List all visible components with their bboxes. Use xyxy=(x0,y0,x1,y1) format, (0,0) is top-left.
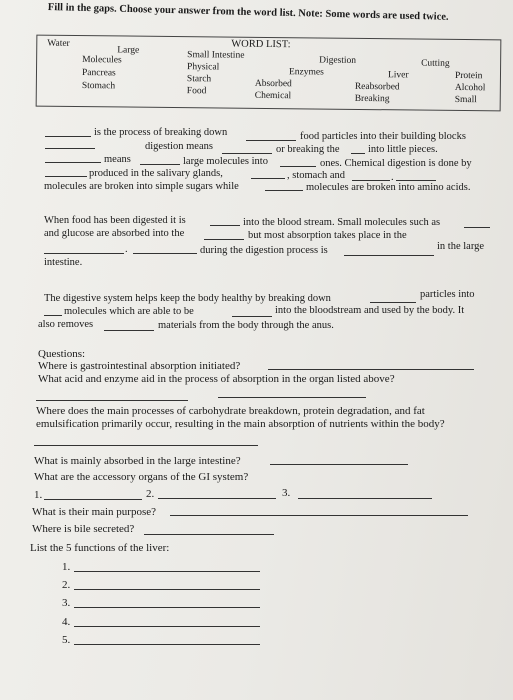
p3-text-3b: materials from the body through the anus. xyxy=(158,320,334,331)
blank-9[interactable] xyxy=(45,176,87,177)
p1-text-4b: , stomach and xyxy=(287,170,346,181)
liver-answer-2[interactable] xyxy=(74,589,260,590)
p1-text-2a: digestion means xyxy=(145,141,213,152)
questions-heading: Questions: xyxy=(38,348,86,360)
blank-17[interactable] xyxy=(44,253,124,254)
word-liver: Liver xyxy=(387,70,409,81)
liver-number-2: 2. xyxy=(62,579,71,591)
liver-number-3: 3. xyxy=(62,597,71,609)
liver-number-4: 4. xyxy=(62,616,71,628)
question-6: What is their main purpose? xyxy=(32,506,157,518)
blank-12[interactable] xyxy=(396,180,436,181)
p1-text-2b: or breaking the xyxy=(276,144,340,155)
accessory-answer-1[interactable] xyxy=(44,499,142,500)
blank-7[interactable] xyxy=(140,164,180,165)
accessory-number-2: 2. xyxy=(146,488,155,500)
liver-answer-3[interactable] xyxy=(74,607,260,608)
p2-text-3b: during the digestion process is xyxy=(200,245,328,256)
blank-19[interactable] xyxy=(344,255,434,256)
blank-11[interactable] xyxy=(352,180,390,181)
p3-text-1a: The digestive system helps keep the body healthy by breaking down xyxy=(44,293,331,304)
accessory-number-1: 1. xyxy=(34,489,43,501)
word-food: Food xyxy=(186,86,207,97)
p1-text-1b: food particles into their building blocks xyxy=(300,131,466,142)
p1-text-4a: produced in the salivary glands, xyxy=(89,168,223,179)
word-list-title: WORD LIST: xyxy=(231,38,291,51)
word-digestion: Digestion xyxy=(319,55,357,66)
blank-3[interactable] xyxy=(45,148,95,149)
word-reabsorbed: Reabsorbed xyxy=(354,81,400,93)
accessory-number-3: 3. xyxy=(282,487,291,499)
word-list-box xyxy=(36,35,502,112)
answer-line-4[interactable] xyxy=(34,445,258,446)
blank-8[interactable] xyxy=(280,166,316,167)
word-protein: Protein xyxy=(454,70,483,82)
liver-number-5: 5. xyxy=(62,634,71,646)
blank-21[interactable] xyxy=(44,315,62,316)
accessory-answer-2[interactable] xyxy=(158,498,276,499)
word-molecules: Molecules xyxy=(82,55,122,66)
liver-answer-1[interactable] xyxy=(74,571,260,572)
word-small-intestine: Small Intestine xyxy=(187,50,245,61)
answer-line-1[interactable] xyxy=(268,369,474,370)
question-1: Where is gastrointestinal absorption initiated? xyxy=(38,360,241,372)
p2-text-3a: . xyxy=(125,244,128,255)
p1-text-3a: means xyxy=(104,154,131,165)
word-enzymes: Enzymes xyxy=(288,67,324,78)
question-8: List the 5 functions of the liver: xyxy=(30,542,170,554)
answer-line-7[interactable] xyxy=(144,534,274,535)
word-breaking: Breaking xyxy=(354,93,390,105)
word-physical: Physical xyxy=(187,62,220,73)
p2-text-4: intestine. xyxy=(44,257,83,268)
p1-text-3c: ones. Chemical digestion is done by xyxy=(320,158,472,169)
question-7: Where is bile secreted? xyxy=(32,523,135,535)
blank-4[interactable] xyxy=(222,153,272,154)
p1-text-5a: molecules are broken into simple sugars while xyxy=(44,181,239,192)
liver-answer-4[interactable] xyxy=(74,626,260,627)
blank-5[interactable] xyxy=(351,153,365,154)
word-small: Small xyxy=(454,94,477,106)
p3-text-2b: into the bloodstream and used by the body. It xyxy=(275,305,465,316)
p1-text-1a: is the process of breaking down xyxy=(94,127,228,138)
word-water: Water xyxy=(47,38,70,49)
blank-2[interactable] xyxy=(246,140,296,141)
blank-6[interactable] xyxy=(45,162,101,163)
blank-1[interactable] xyxy=(45,136,91,137)
liver-answer-5[interactable] xyxy=(74,644,260,645)
p1-text-3b: large molecules into xyxy=(183,156,268,167)
p1-text-5b: molecules are broken into amino acids. xyxy=(306,182,471,193)
question-5: What are the accessory organs of the GI system? xyxy=(34,471,249,483)
word-chemical: Chemical xyxy=(254,90,292,102)
blank-10[interactable] xyxy=(251,178,285,179)
p1-text-4c: . xyxy=(391,172,394,183)
blank-14[interactable] xyxy=(210,225,240,226)
p3-text-1b: particles into xyxy=(420,289,475,300)
p2-text-3c: in the large xyxy=(437,241,485,252)
p3-text-2a: molecules which are able to be xyxy=(64,306,194,317)
blank-16[interactable] xyxy=(204,239,244,240)
blank-18[interactable] xyxy=(133,253,197,254)
answer-line-5[interactable] xyxy=(270,464,408,465)
p2-text-1a: When food has been digested it is xyxy=(44,215,186,226)
question-3b: emulsification primarily occur, resulting in the main absorption of nutrients within the body? xyxy=(36,418,445,430)
p3-text-3a: also removes xyxy=(38,319,94,330)
word-cutting: Cutting xyxy=(421,58,450,69)
question-2: What acid and enzyme aid in the process of absorption in the organ listed above? xyxy=(38,373,395,385)
question-4: What is mainly absorbed in the large intestine? xyxy=(34,455,241,467)
blank-13[interactable] xyxy=(265,190,303,191)
blank-23[interactable] xyxy=(104,330,154,331)
blank-22[interactable] xyxy=(232,316,272,317)
word-stomach: Stomach xyxy=(81,81,116,92)
answer-line-3[interactable] xyxy=(218,397,366,398)
question-3a: Where does the main processes of carbohydrate breakdown, protein degradation, and fat xyxy=(36,405,425,417)
answer-line-6[interactable] xyxy=(170,515,468,516)
word-pancreas: Pancreas xyxy=(81,68,116,79)
instructions-heading: Fill in the gaps. Choose your answer from the word list. Note: Some words are used twice. xyxy=(47,2,449,23)
liver-number-1: 1. xyxy=(62,561,71,573)
accessory-answer-3[interactable] xyxy=(298,498,432,499)
blank-20[interactable] xyxy=(370,302,416,303)
word-absorbed: Absorbed xyxy=(254,78,292,90)
p1-text-2c: into little pieces. xyxy=(368,144,438,155)
word-starch: Starch xyxy=(186,74,212,85)
p2-text-2b: but most absorption takes place in the xyxy=(248,230,407,241)
blank-15[interactable] xyxy=(464,227,490,228)
p2-text-1b: into the blood stream. Small molecules such as xyxy=(243,217,441,228)
word-alcohol: Alcohol xyxy=(454,82,486,94)
word-large: Large xyxy=(117,45,140,56)
answer-line-2[interactable] xyxy=(36,400,188,401)
p2-text-2a: and glucose are absorbed into the xyxy=(44,228,185,239)
